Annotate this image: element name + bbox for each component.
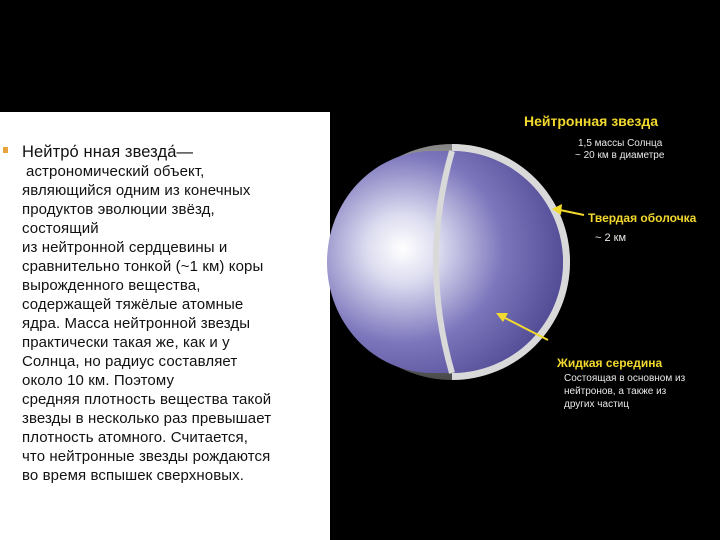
text-line: плотность атомного. Считается, [22, 429, 248, 446]
text-line: около 10 км. Поэтому [22, 372, 175, 389]
illustration-title: Нейтронная звезда [524, 113, 659, 129]
text-line: продуктов эволюции звёзд, [22, 201, 215, 218]
text-line: ядра. Масса нейтронной звезды [22, 315, 251, 332]
text-line: вырожденного вещества, [22, 277, 201, 294]
text-line: во время вспышек сверхновых. [22, 467, 245, 484]
text-line: являющийся одним из конечных [22, 182, 251, 199]
core-desc-line: нейтронов, а также из [564, 386, 667, 397]
text-line: содержащей тяжёлые атомные [22, 296, 244, 313]
text-line: сравнительно тонкой (~1 км) коры [22, 258, 264, 275]
diameter-caption: ~ 20 км в диаметре [575, 150, 665, 161]
text-line: астрономический объект, [26, 163, 205, 180]
text-line: практически такая же, как и у [22, 334, 230, 351]
text-line: состоящий [22, 220, 99, 237]
text-line: что нейтронные звезды рождаются [22, 448, 271, 465]
text-line: Солнца, но радиус составляет [22, 353, 238, 370]
text-line: из нейтронной сердцевины и [22, 239, 228, 256]
crust-size-caption: ~ 2 км [595, 232, 627, 244]
core-desc-line: других частиц [564, 399, 629, 410]
mass-caption: 1,5 массы Солнца [578, 138, 663, 149]
text-line: средняя плотность вещества такой [22, 391, 272, 408]
text-line: звезды в несколько раз превышает [22, 410, 272, 427]
definition-title: Нейтро́ нная звезда́— [22, 143, 194, 161]
core-label: Жидкая середина [557, 356, 663, 370]
crust-label: Твердая оболочка [588, 211, 697, 225]
core-desc-line: Состоящая в основном из [564, 373, 686, 384]
